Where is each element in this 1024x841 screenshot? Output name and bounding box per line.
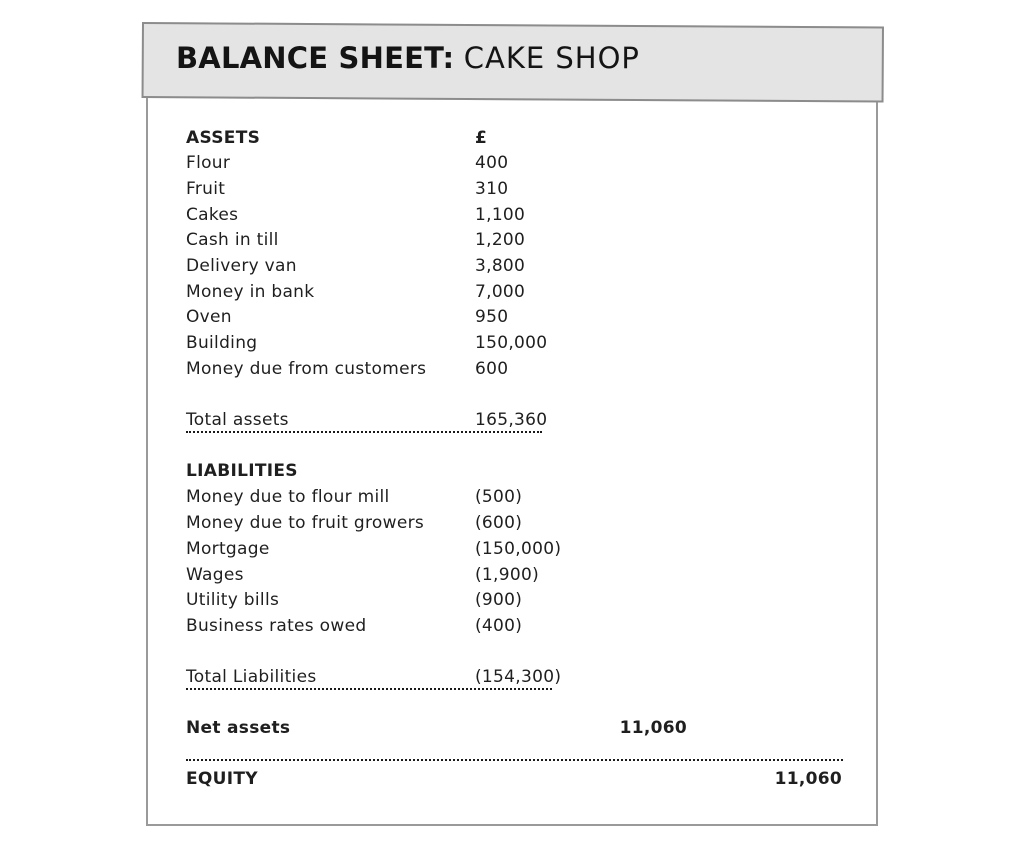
asset-label: Flour <box>186 153 231 173</box>
assets-header: ASSETS <box>186 128 261 148</box>
liability-label: Mortgage <box>186 539 270 559</box>
asset-label: Fruit <box>186 179 226 199</box>
asset-value: 1,200 <box>475 230 526 250</box>
total-assets-divider <box>186 431 542 433</box>
asset-value: 950 <box>475 307 509 327</box>
asset-value: 400 <box>475 153 509 173</box>
total-liabilities-label: Total Liabilities <box>186 667 317 687</box>
total-liabilities-value: (154,300) <box>475 667 562 687</box>
asset-label: Money in bank <box>186 282 315 302</box>
asset-label: Delivery van <box>186 256 297 276</box>
liabilities-header: LIABILITIES <box>186 461 298 481</box>
liability-value: (500) <box>475 487 523 507</box>
liability-label: Money due to fruit growers <box>186 513 425 533</box>
liability-value: (400) <box>475 616 523 636</box>
asset-value: 1,100 <box>475 205 526 225</box>
liability-value: (1,900) <box>475 565 540 585</box>
liability-label: Utility bills <box>186 590 280 610</box>
liability-value: (900) <box>475 590 523 610</box>
total-liabilities-divider <box>186 688 552 690</box>
liability-value: (150,000) <box>475 539 562 559</box>
asset-label: Building <box>186 333 258 353</box>
total-assets-value: 165,360 <box>475 410 548 430</box>
asset-label: Money due from customers <box>186 359 427 379</box>
asset-value: 7,000 <box>475 282 526 302</box>
asset-label: Cash in till <box>186 230 279 250</box>
asset-label: Oven <box>186 307 232 327</box>
equity-divider <box>186 759 843 761</box>
page-title <box>176 38 640 78</box>
title-light: CAKE SHOP <box>463 41 640 75</box>
equity-label: EQUITY <box>186 769 258 789</box>
net-assets-value: 11,060 <box>619 718 687 738</box>
asset-value: 150,000 <box>475 333 548 353</box>
liability-label: Wages <box>186 565 244 585</box>
liability-label: Money due to flour mill <box>186 487 390 507</box>
asset-value: 600 <box>475 359 509 379</box>
liability-value: (600) <box>475 513 523 533</box>
balance-sheet-card <box>146 58 878 826</box>
net-assets-label: Net assets <box>186 718 291 738</box>
title-bold: BALANCE SHEET: <box>176 41 455 75</box>
currency-header: £ <box>475 128 488 148</box>
asset-value: 310 <box>475 179 509 199</box>
asset-label: Cakes <box>186 205 239 225</box>
total-assets-label: Total assets <box>186 410 289 430</box>
liability-label: Business rates owed <box>186 616 367 636</box>
asset-value: 3,800 <box>475 256 526 276</box>
equity-value: 11,060 <box>774 769 842 789</box>
